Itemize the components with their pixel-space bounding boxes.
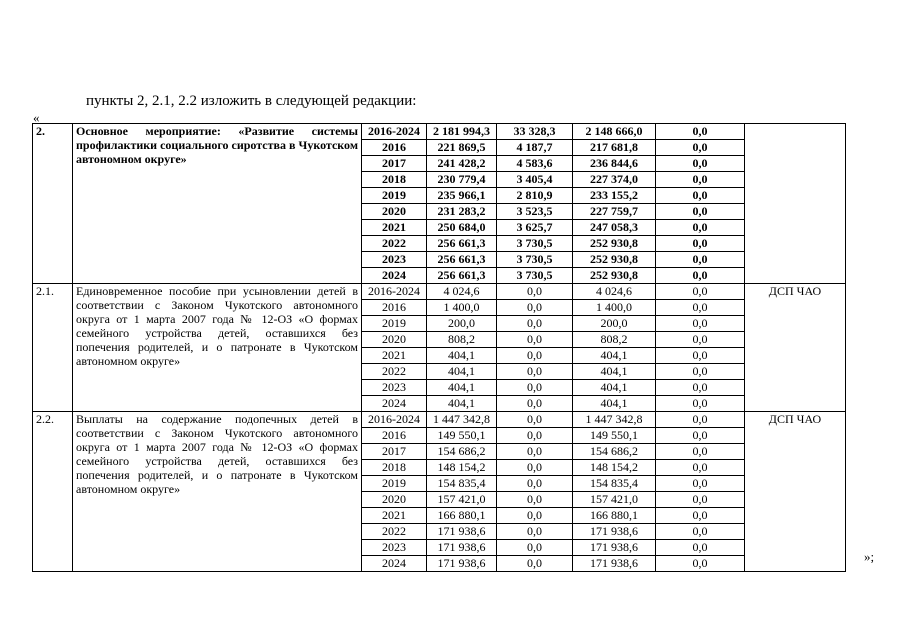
regional-cell: 200,0 bbox=[573, 316, 656, 332]
federal-cell: 0,0 bbox=[497, 460, 573, 476]
regional-cell: 217 681,8 bbox=[573, 140, 656, 156]
period-cell: 2023 bbox=[362, 252, 427, 268]
regional-cell: 227 759,7 bbox=[573, 204, 656, 220]
total-cell: 171 938,6 bbox=[427, 524, 497, 540]
other-cell: 0,0 bbox=[656, 316, 745, 332]
federal-cell: 0,0 bbox=[497, 412, 573, 428]
other-cell: 0,0 bbox=[656, 204, 745, 220]
regional-cell: 404,1 bbox=[573, 380, 656, 396]
total-cell: 256 661,3 bbox=[427, 236, 497, 252]
period-cell: 2022 bbox=[362, 236, 427, 252]
total-cell: 241 428,2 bbox=[427, 156, 497, 172]
period-cell: 2024 bbox=[362, 396, 427, 412]
regional-cell: 171 938,6 bbox=[573, 556, 656, 572]
other-cell: 0,0 bbox=[656, 364, 745, 380]
federal-cell: 4 187,7 bbox=[497, 140, 573, 156]
period-cell: 2019 bbox=[362, 316, 427, 332]
federal-cell: 0,0 bbox=[497, 444, 573, 460]
other-cell: 0,0 bbox=[656, 524, 745, 540]
other-cell: 0,0 bbox=[656, 476, 745, 492]
table-row bbox=[33, 284, 846, 300]
other-cell: 0,0 bbox=[656, 220, 745, 236]
federal-cell: 0,0 bbox=[497, 380, 573, 396]
other-cell: 0,0 bbox=[656, 284, 745, 300]
regional-cell: 157 421,0 bbox=[573, 492, 656, 508]
period-cell: 2021 bbox=[362, 508, 427, 524]
other-cell: 0,0 bbox=[656, 444, 745, 460]
other-cell: 0,0 bbox=[656, 124, 745, 140]
total-cell: 250 684,0 bbox=[427, 220, 497, 236]
regional-cell: 233 155,2 bbox=[573, 188, 656, 204]
regional-cell: 252 930,8 bbox=[573, 268, 656, 284]
total-cell: 171 938,6 bbox=[427, 556, 497, 572]
total-cell: 166 880,1 bbox=[427, 508, 497, 524]
section-number: 2. bbox=[33, 124, 73, 284]
close-quote: »; bbox=[864, 549, 875, 564]
period-cell: 2019 bbox=[362, 476, 427, 492]
open-quote: « bbox=[33, 110, 40, 125]
total-cell: 256 661,3 bbox=[427, 252, 497, 268]
total-cell: 200,0 bbox=[427, 316, 497, 332]
total-cell: 1 447 342,8 bbox=[427, 412, 497, 428]
federal-cell: 0,0 bbox=[497, 492, 573, 508]
period-cell: 2021 bbox=[362, 348, 427, 364]
period-cell: 2018 bbox=[362, 460, 427, 476]
section-number: 2.1. bbox=[33, 284, 73, 412]
period-cell: 2024 bbox=[362, 556, 427, 572]
other-cell: 0,0 bbox=[656, 300, 745, 316]
other-cell: 0,0 bbox=[656, 332, 745, 348]
table-row bbox=[33, 412, 846, 428]
period-cell: 2020 bbox=[362, 492, 427, 508]
total-cell: 4 024,6 bbox=[427, 284, 497, 300]
regional-cell: 227 374,0 bbox=[573, 172, 656, 188]
total-cell: 404,1 bbox=[427, 348, 497, 364]
federal-cell: 0,0 bbox=[497, 364, 573, 380]
federal-cell: 0,0 bbox=[497, 332, 573, 348]
federal-cell: 0,0 bbox=[497, 396, 573, 412]
period-cell: 2016 bbox=[362, 140, 427, 156]
total-cell: 404,1 bbox=[427, 380, 497, 396]
other-cell: 0,0 bbox=[656, 348, 745, 364]
federal-cell: 0,0 bbox=[497, 348, 573, 364]
federal-cell: 3 730,5 bbox=[497, 236, 573, 252]
intro-text: пункты 2, 2.1, 2.2 изложить в следующей редакции: bbox=[86, 93, 417, 109]
regional-cell: 404,1 bbox=[573, 348, 656, 364]
regional-cell: 4 024,6 bbox=[573, 284, 656, 300]
total-cell: 148 154,2 bbox=[427, 460, 497, 476]
executor-cell bbox=[745, 124, 846, 284]
total-cell: 231 283,2 bbox=[427, 204, 497, 220]
period-cell: 2023 bbox=[362, 540, 427, 556]
federal-cell: 0,0 bbox=[497, 524, 573, 540]
other-cell: 0,0 bbox=[656, 460, 745, 476]
regional-cell: 252 930,8 bbox=[573, 236, 656, 252]
budget-table bbox=[32, 123, 846, 572]
total-cell: 256 661,3 bbox=[427, 268, 497, 284]
regional-cell: 404,1 bbox=[573, 396, 656, 412]
other-cell: 0,0 bbox=[656, 380, 745, 396]
section-description: Основное мероприятие: «Развитие системы профилактики социального сиротства в Чукотском автономном округе» bbox=[73, 124, 362, 284]
regional-cell: 404,1 bbox=[573, 364, 656, 380]
federal-cell: 0,0 bbox=[497, 300, 573, 316]
total-cell: 235 966,1 bbox=[427, 188, 497, 204]
other-cell: 0,0 bbox=[656, 540, 745, 556]
total-cell: 154 835,4 bbox=[427, 476, 497, 492]
total-cell: 2 181 994,3 bbox=[427, 124, 497, 140]
total-cell: 154 686,2 bbox=[427, 444, 497, 460]
federal-cell: 0,0 bbox=[497, 428, 573, 444]
period-cell: 2020 bbox=[362, 332, 427, 348]
period-cell: 2021 bbox=[362, 220, 427, 236]
other-cell: 0,0 bbox=[656, 396, 745, 412]
total-cell: 1 400,0 bbox=[427, 300, 497, 316]
regional-cell: 1 400,0 bbox=[573, 300, 656, 316]
total-cell: 404,1 bbox=[427, 396, 497, 412]
period-cell: 2016 bbox=[362, 428, 427, 444]
executor-cell: ДСП ЧАО bbox=[745, 284, 846, 412]
federal-cell: 3 730,5 bbox=[497, 252, 573, 268]
period-cell: 2016-2024 bbox=[362, 284, 427, 300]
total-cell: 149 550,1 bbox=[427, 428, 497, 444]
regional-cell: 149 550,1 bbox=[573, 428, 656, 444]
period-cell: 2016 bbox=[362, 300, 427, 316]
regional-cell: 2 148 666,0 bbox=[573, 124, 656, 140]
total-cell: 404,1 bbox=[427, 364, 497, 380]
regional-cell: 1 447 342,8 bbox=[573, 412, 656, 428]
other-cell: 0,0 bbox=[656, 172, 745, 188]
period-cell: 2019 bbox=[362, 188, 427, 204]
total-cell: 808,2 bbox=[427, 332, 497, 348]
period-cell: 2018 bbox=[362, 172, 427, 188]
other-cell: 0,0 bbox=[656, 268, 745, 284]
period-cell: 2017 bbox=[362, 156, 427, 172]
section-number: 2.2. bbox=[33, 412, 73, 572]
other-cell: 0,0 bbox=[656, 252, 745, 268]
period-cell: 2024 bbox=[362, 268, 427, 284]
total-cell: 157 421,0 bbox=[427, 492, 497, 508]
regional-cell: 236 844,6 bbox=[573, 156, 656, 172]
federal-cell: 33 328,3 bbox=[497, 124, 573, 140]
regional-cell: 252 930,8 bbox=[573, 252, 656, 268]
regional-cell: 171 938,6 bbox=[573, 524, 656, 540]
regional-cell: 808,2 bbox=[573, 332, 656, 348]
federal-cell: 0,0 bbox=[497, 316, 573, 332]
federal-cell: 0,0 bbox=[497, 556, 573, 572]
other-cell: 0,0 bbox=[656, 156, 745, 172]
period-cell: 2023 bbox=[362, 380, 427, 396]
regional-cell: 154 835,4 bbox=[573, 476, 656, 492]
other-cell: 0,0 bbox=[656, 508, 745, 524]
federal-cell: 0,0 bbox=[497, 476, 573, 492]
federal-cell: 3 625,7 bbox=[497, 220, 573, 236]
section-description: Единовременное пособие при усыновлении детей в соответствии с Законом Чукотского автономного округа от 1 марта 2007 года № 12-ОЗ «О формах семейного устройства детей, оставшихся без попечения родителей, и о патронате в Чукотском автономном округе» bbox=[73, 284, 362, 412]
federal-cell: 3 523,5 bbox=[497, 204, 573, 220]
period-cell: 2022 bbox=[362, 364, 427, 380]
total-cell: 230 779,4 bbox=[427, 172, 497, 188]
period-cell: 2016-2024 bbox=[362, 412, 427, 428]
period-cell: 2016-2024 bbox=[362, 124, 427, 140]
federal-cell: 0,0 bbox=[497, 540, 573, 556]
regional-cell: 154 686,2 bbox=[573, 444, 656, 460]
other-cell: 0,0 bbox=[656, 236, 745, 252]
other-cell: 0,0 bbox=[656, 188, 745, 204]
total-cell: 171 938,6 bbox=[427, 540, 497, 556]
regional-cell: 247 058,3 bbox=[573, 220, 656, 236]
federal-cell: 2 810,9 bbox=[497, 188, 573, 204]
section-description: Выплаты на содержание подопечных детей в соответствии с Законом Чукотского автономного округа от 1 марта 2007 года № 12-ОЗ «О формах семейного устройства детей, оставшихся без попечения родителей, и о патронате в Чукотском автономном округе» bbox=[73, 412, 362, 572]
federal-cell: 3 405,4 bbox=[497, 172, 573, 188]
period-cell: 2022 bbox=[362, 524, 427, 540]
regional-cell: 148 154,2 bbox=[573, 460, 656, 476]
other-cell: 0,0 bbox=[656, 140, 745, 156]
other-cell: 0,0 bbox=[656, 428, 745, 444]
period-cell: 2017 bbox=[362, 444, 427, 460]
federal-cell: 0,0 bbox=[497, 284, 573, 300]
other-cell: 0,0 bbox=[656, 412, 745, 428]
federal-cell: 3 730,5 bbox=[497, 268, 573, 284]
other-cell: 0,0 bbox=[656, 492, 745, 508]
total-cell: 221 869,5 bbox=[427, 140, 497, 156]
federal-cell: 4 583,6 bbox=[497, 156, 573, 172]
regional-cell: 166 880,1 bbox=[573, 508, 656, 524]
other-cell: 0,0 bbox=[656, 556, 745, 572]
federal-cell: 0,0 bbox=[497, 508, 573, 524]
table-row bbox=[33, 124, 846, 140]
period-cell: 2020 bbox=[362, 204, 427, 220]
regional-cell: 171 938,6 bbox=[573, 540, 656, 556]
executor-cell: ДСП ЧАО bbox=[745, 412, 846, 572]
